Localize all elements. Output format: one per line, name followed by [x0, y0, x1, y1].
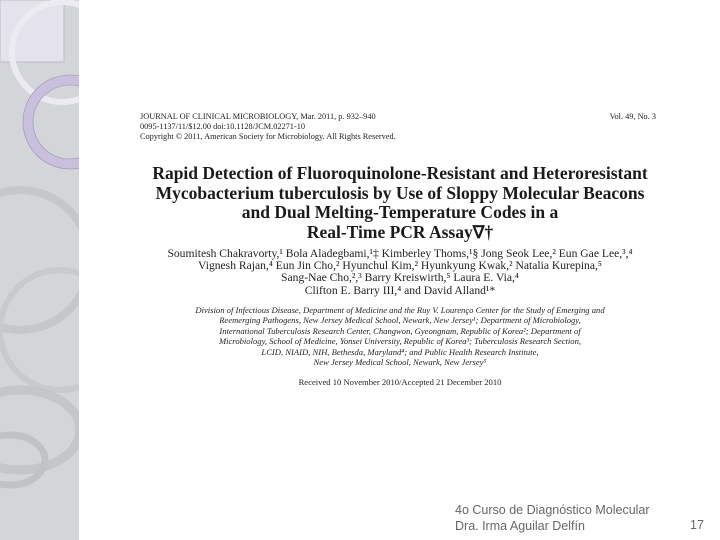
journal-line: JOURNAL OF CLINICAL MICROBIOLOGY, Mar. 2011, p. 932–940: [140, 112, 376, 121]
affiliation-line: LCID, NIAID, NIH, Bethesda, Maryland⁴; and Public Health Research Institute,: [261, 346, 539, 357]
doi-line: 0095-1137/11/$12.00 doi:10.1128/JCM.02271-10: [140, 122, 306, 131]
author-line: Clifton E. Barry III,⁴ and David Alland¹*: [304, 283, 496, 297]
affiliation-line: International Tuberculosis Research Center, Changwon, Gyeongnam, Republic of Korea²; Department of: [219, 325, 581, 336]
received-dates: Received 10 November 2010/Accepted 21 December 2010: [298, 376, 502, 387]
copyright-line: Copyright © 2011, American Society for Microbiology. All Rights Reserved.: [140, 132, 396, 141]
title-line: and Dual Melting-Temperature Codes in a: [241, 202, 559, 222]
journal-header: [140, 112, 660, 142]
author-line: Sang-Nae Cho,²,³ Barry Kreiswirth,⁵ Laura E. Via,⁴: [281, 271, 519, 285]
slide-number: 17: [690, 518, 704, 532]
decorative-side-strip: [0, 0, 79, 540]
swirl-decoration-icon: [0, 0, 79, 540]
presenter-name: Dra. Irma Aguilar Delfín: [455, 519, 585, 533]
affiliation-line: Microbiology, School of Medicine, Yonsei University, Republic of Korea³; Tuberculosis Research Section,: [218, 336, 582, 347]
affiliation-line: New Jersey Medical School, Newark, New Jersey⁵: [313, 357, 487, 368]
title-line: Rapid Detection of Fluoroquinolone-Resistant and Heteroresistant: [152, 163, 648, 183]
course-name: 4o Curso de Diagnóstico Molecular: [455, 503, 650, 517]
slide-footer: [455, 502, 650, 534]
affiliation-line: Reemerging Pathogens, New Jersey Medical School, Newark, New Jersey¹; Department of Microbiology,: [219, 315, 581, 326]
affiliations: [140, 305, 660, 368]
author-list: [140, 248, 660, 297]
author-line: Vignesh Rajan,⁴ Eun Jin Cho,² Hyunchul Kim,² Hyunkyung Kwak,² Natalia Kurepina,⁵: [198, 259, 602, 273]
paper-title: [140, 164, 660, 242]
author-line: Soumitesh Chakravorty,¹ Bola Aladegbami,¹‡ Kimberley Thoms,¹§ Jong Seok Lee,² Eun Gae Lee,³,⁴: [167, 247, 633, 260]
title-line: Real-Time PCR Assay∇†: [306, 221, 494, 242]
volume-label: Vol. 49, No. 3: [609, 112, 656, 121]
title-line: Mycobacterium tuberculosis by Use of Sloppy Molecular Beacons: [155, 182, 645, 203]
affiliation-line: Division of Infectious Disease, Department of Medicine and the Ruy V. Lourenço Center for the Study of Emerging and: [195, 304, 605, 315]
paper-header-image: [140, 112, 660, 387]
